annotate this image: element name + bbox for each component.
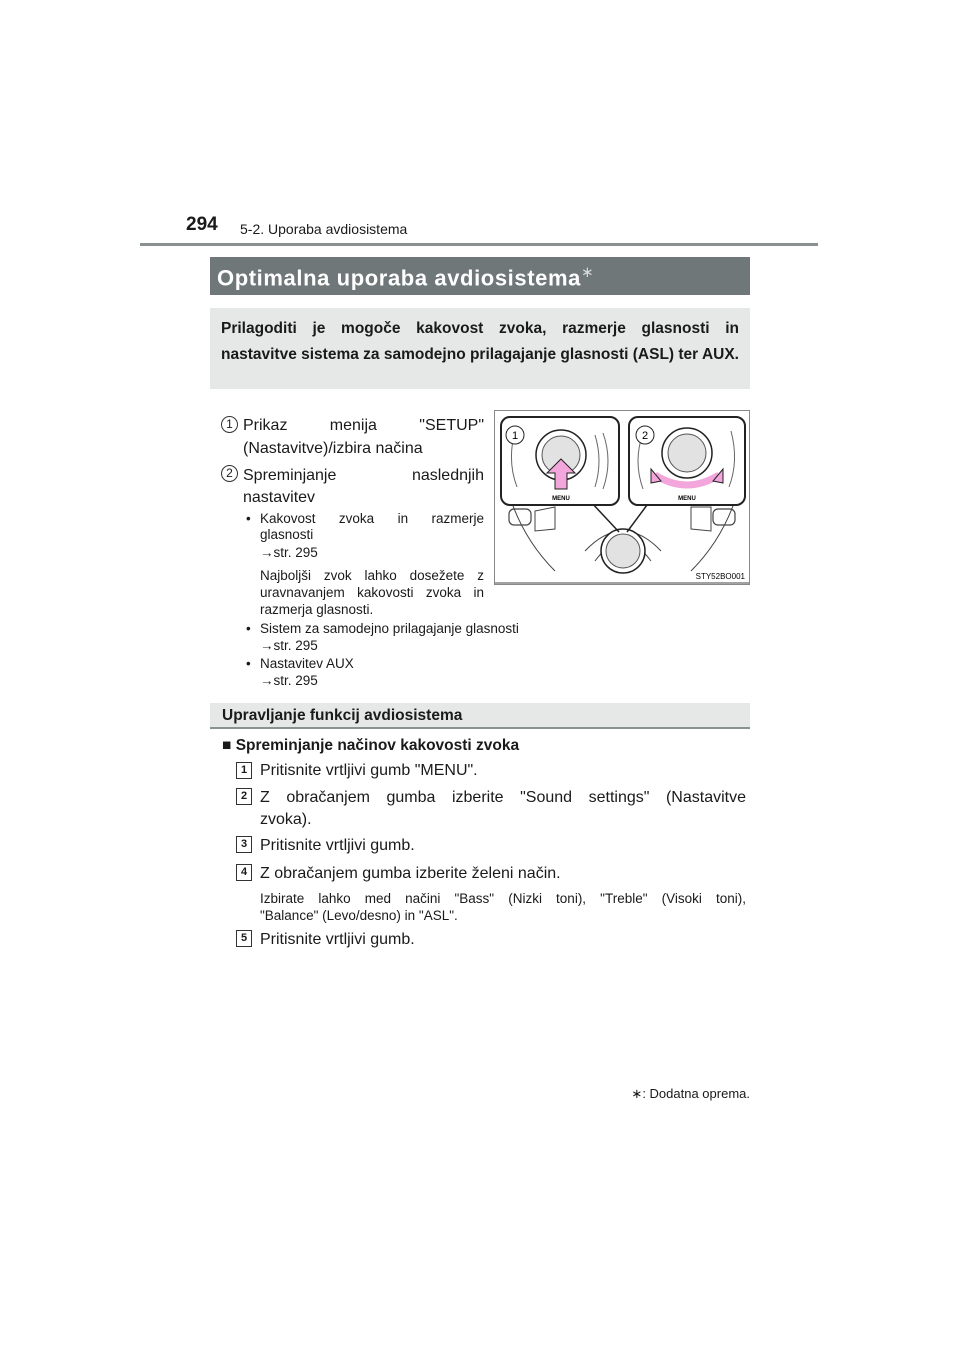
step-4-note-line-1: Izbirate lahko med načini "Bass" (Nizki toni), "Treble" (Visoki toni),	[260, 891, 746, 906]
subsection-title	[222, 737, 519, 755]
bullet-1-page-ref: →str. 295	[260, 545, 318, 560]
step-4-text: Z obračanjem gumba izberite želeni način.	[260, 865, 561, 882]
step-number-1: 1	[236, 762, 252, 779]
bullet-3-text: Nastavitev AUX	[260, 656, 354, 671]
footnote-text: : Dodatna oprema.	[642, 1086, 750, 1101]
step-number-5: 5	[236, 930, 252, 947]
bullet-2-page-ref: →str. 295	[260, 638, 318, 653]
item-1-line-1: Prikaz menija "SETUP"	[243, 417, 484, 434]
section-title	[210, 257, 750, 295]
subsection-title-text: Spreminjanje načinov kakovosti zvoka	[235, 737, 520, 754]
page-number: 294	[186, 214, 218, 235]
bullet-dot: •	[246, 621, 251, 636]
item-1-line-2: (Nastavitve)/izbira načina	[243, 440, 423, 457]
footnote-mark: ∗	[631, 1086, 643, 1101]
step-4-note-line-2: "Balance" (Levo/desno) in "ASL".	[260, 908, 458, 923]
bullet-dot: •	[246, 656, 251, 671]
bullet-1-note-line-2: uravnavanjem kakovosti zvoka in	[260, 585, 484, 600]
step-3-text: Pritisnite vrtljivi gumb.	[260, 837, 415, 854]
step-number-3: 3	[236, 836, 252, 853]
step-number-4: 4	[236, 864, 252, 881]
intro-text: Prilagoditi je mogoče kakovost zvoka, razmerje glasnosti in nastavitve sistema za samodejno prilagajanje glasnosti (ASL) ter AUX.	[221, 320, 739, 363]
step-5-text: Pritisnite vrtljivi gumb.	[260, 931, 415, 948]
figure-callout-1: 1	[511, 430, 519, 442]
footnote	[631, 1086, 750, 1102]
bullet-2-text: Sistem za samodejno prilagajanje glasnosti	[260, 621, 519, 636]
header-divider	[140, 243, 818, 246]
bullet-3-page-ref: →str. 295	[260, 673, 318, 688]
bullet-dot: •	[246, 511, 251, 526]
item-marker-1: 1	[221, 416, 238, 433]
item-2-line-2: nastavitev	[243, 489, 316, 506]
section-title-text: Optimalna uporaba avdiosistema	[217, 265, 581, 291]
step-1-text: Pritisnite vrtljivi gumb "MENU".	[260, 762, 478, 779]
bullet-1-note-line-3: razmerja glasnosti.	[260, 602, 374, 617]
knob-label-left: MENU	[552, 496, 570, 502]
knob-diagram-svg	[495, 411, 750, 585]
intro-box	[210, 308, 750, 389]
step-2-text-line-1: Z obračanjem gumba izberite "Sound settings" (Nastavitve	[260, 789, 746, 806]
knob-label-right: MENU	[678, 496, 696, 502]
controls-section-header	[210, 703, 750, 729]
breadcrumb: 5-2. Uporaba avdiosistema	[240, 221, 408, 237]
step-number-2: 2	[236, 788, 252, 805]
figure-callout-2: 2	[641, 430, 649, 442]
item-2-line-1: Spreminjanje naslednjih	[243, 467, 484, 484]
step-2-text-line-2: zvoka).	[260, 811, 312, 828]
item-marker-2: 2	[221, 465, 238, 482]
square-bullet-icon: ■	[222, 737, 232, 754]
optional-equipment-mark: ∗	[580, 264, 595, 281]
controls-section-title: Upravljanje funkcij avdiosistema	[222, 707, 463, 724]
bullet-1-note-line-1: Najboljši zvok lahko dosežete z	[260, 568, 484, 583]
figure-code: STY52BO001	[695, 572, 745, 581]
audio-knob-illustration	[494, 410, 750, 585]
bullet-1-line-1: Kakovost zvoka in razmerje	[260, 511, 484, 526]
bullet-1-line-2: glasnosti	[260, 527, 314, 542]
